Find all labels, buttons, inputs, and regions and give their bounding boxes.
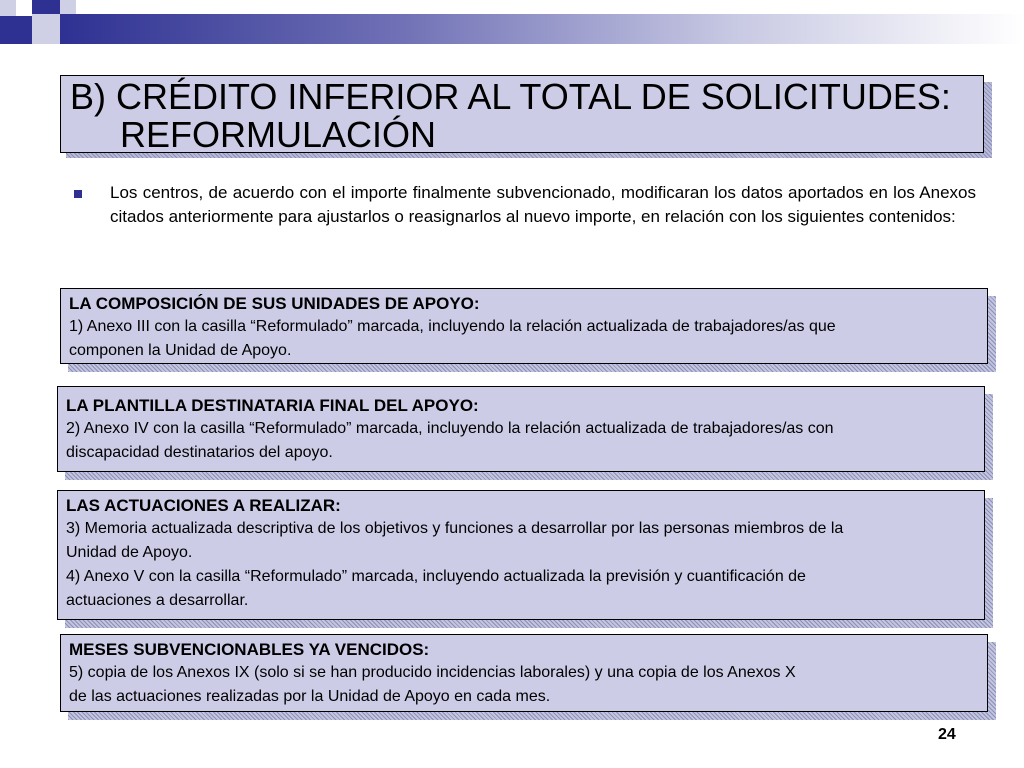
box-title: LA PLANTILLA DESTINATARIA FINAL DEL APOYO: [66,396,479,415]
content-box-staff [57,386,985,472]
box-title: LA COMPOSICIÓN DE SUS UNIDADES DE APOYO: [69,294,480,313]
gradient-band [60,14,1024,44]
box-line: de las actuaciones realizadas por la Unidad de Apoyo en cada mes. [69,688,551,705]
title-line-1: B) CRÉDITO INFERIOR AL TOTAL DE SOLICITUDES: [70,76,951,117]
slide-title [70,78,990,154]
intro-paragraph: Los centros, de acuerdo con el importe finalmente subvencionado, modificaran los datos aportados en los Anexos citados anteriormente para ajustarlos o reasignarlos al nuevo importe, en relación con los siguientes contenidos: [110,183,976,226]
page-number: 24 [938,726,956,743]
content-box-actions [57,490,985,620]
deco-square [32,14,60,44]
box-body [57,386,985,472]
box-line: componen la Unidad de Apoyo. [69,342,292,359]
box-line: Unidad de Apoyo. [66,544,193,561]
box-line: 5) copia de los Anexos IX (solo si se han producido incidencias laborales) y una copia de los Anexos X [69,664,796,681]
box-body [60,288,988,364]
deco-square [16,0,32,16]
content-box-months [60,634,988,712]
box-line: 3) Memoria actualizada descriptiva de los objetivos y funciones a desarrollar por las personas miembros de la [66,520,844,537]
box-body [57,490,985,620]
box-body [60,634,988,712]
box-line: actuaciones a desarrollar. [66,592,249,609]
bullet-icon [74,190,82,198]
deco-square [0,0,16,16]
box-line: 2) Anexo IV con la casilla “Reformulado” marcada, incluyendo la relación actualizada de trabajadores/as con [66,420,834,437]
title-line-2: REFORMULACIÓN [120,114,437,155]
content-box-composition [60,288,988,364]
box-line: discapacidad destinatarios del apoyo. [66,444,333,461]
box-line: 1) Anexo III con la casilla “Reformulado” marcada, incluyendo la relación actualizada de trabajadores/as que [69,318,836,335]
deco-square [32,0,60,14]
box-title: MESES SUBVENCIONABLES YA VENCIDOS: [69,640,430,659]
box-title: LAS ACTUACIONES A REALIZAR: [66,496,341,515]
deco-square [0,16,32,44]
box-line: 4) Anexo V con la casilla “Reformulado” marcada, incluyendo actualizada la previsión y cuantificación de [66,568,806,585]
deco-square [60,0,76,14]
